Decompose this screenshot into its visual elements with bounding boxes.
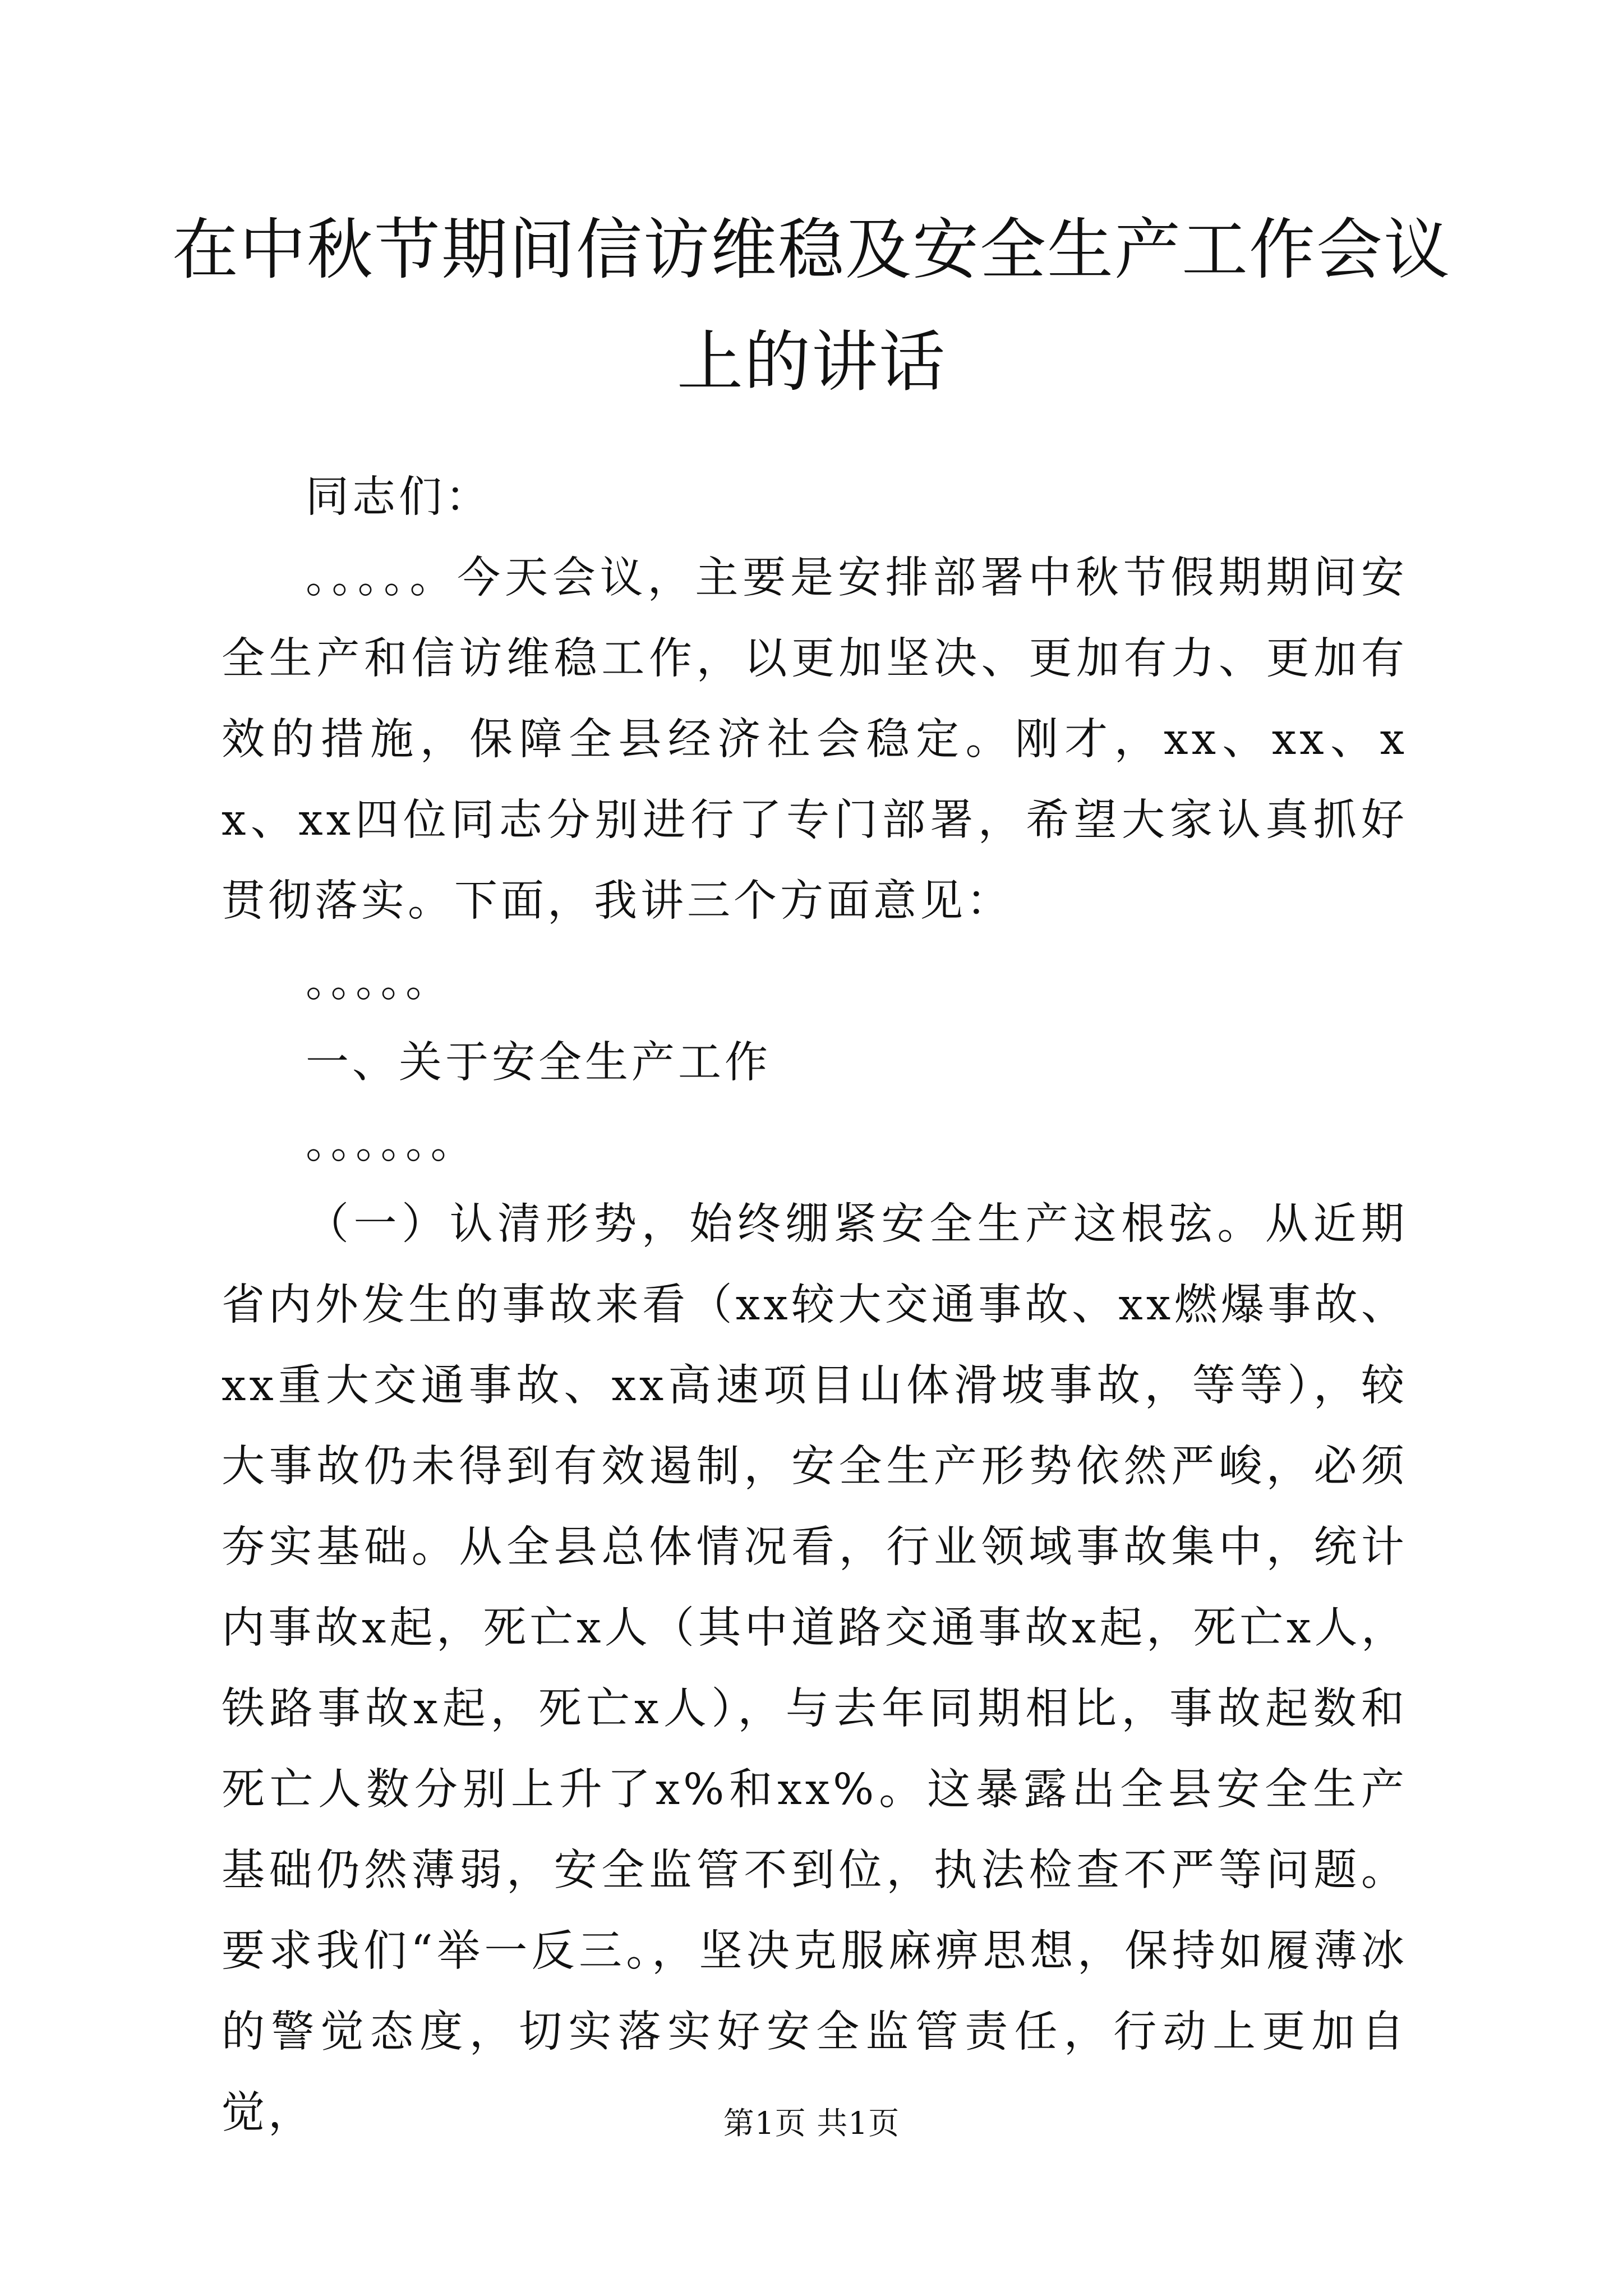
page-footer: 第1页 共1页 bbox=[723, 2105, 900, 2141]
intro-paragraph: 。。。。。今天会议，主要是安排部署中秋节假期期间安全生产和信访维稳工作，以更加坚决、更加有力、更加有效的措施，保障全县经济社会稳定。刚才，xx、xx、xx、xx四位同志分别进行了专门部署，希望大家认真抓好贯彻落实。下面，我讲三个方面意见： bbox=[222, 553, 1408, 926]
body-paragraph: （一）认清形势，始终绷紧安全生产这根弦。从近期省内外发生的事故来看（xx较大交通事故、xx燃爆事故、xx重大交通事故、xx高速项目山体滑坡事故，等等），较大事故仍未得到有效遏制，安全生产形势依然严峻，必须夯实基础。从全县总体情况看，行业领域事故集中，统计内事故x起，死亡x人（其中道路交通事故x起，死亡x人，铁路事故x起，死亡x人），与去年同期相比，事故起数和死亡人数分别上升了x%和xx%。这暴露出全县安全生产基础仍然薄弱，安全监管不到位，执法检查不严等问题。要求我们“举一反三。，坚决克服麻痹思想，保持如履薄冰的警觉态度，切实落实好安全监管责任，行动上更加自觉， bbox=[222, 1199, 1408, 2138]
section-heading: 一、关于安全生产工作 bbox=[306, 1038, 771, 1088]
salutation-paragraph: 同志们： bbox=[306, 472, 492, 522]
ellipsis-paragraph: 。。。。。 bbox=[306, 957, 452, 1007]
document-body bbox=[222, 457, 1408, 2154]
ellipsis-paragraph: 。。。。。。 bbox=[306, 1119, 477, 1168]
document-title: 在中秋节期间信访维稳及安全生产工作会议上的讲话 bbox=[172, 211, 1451, 401]
